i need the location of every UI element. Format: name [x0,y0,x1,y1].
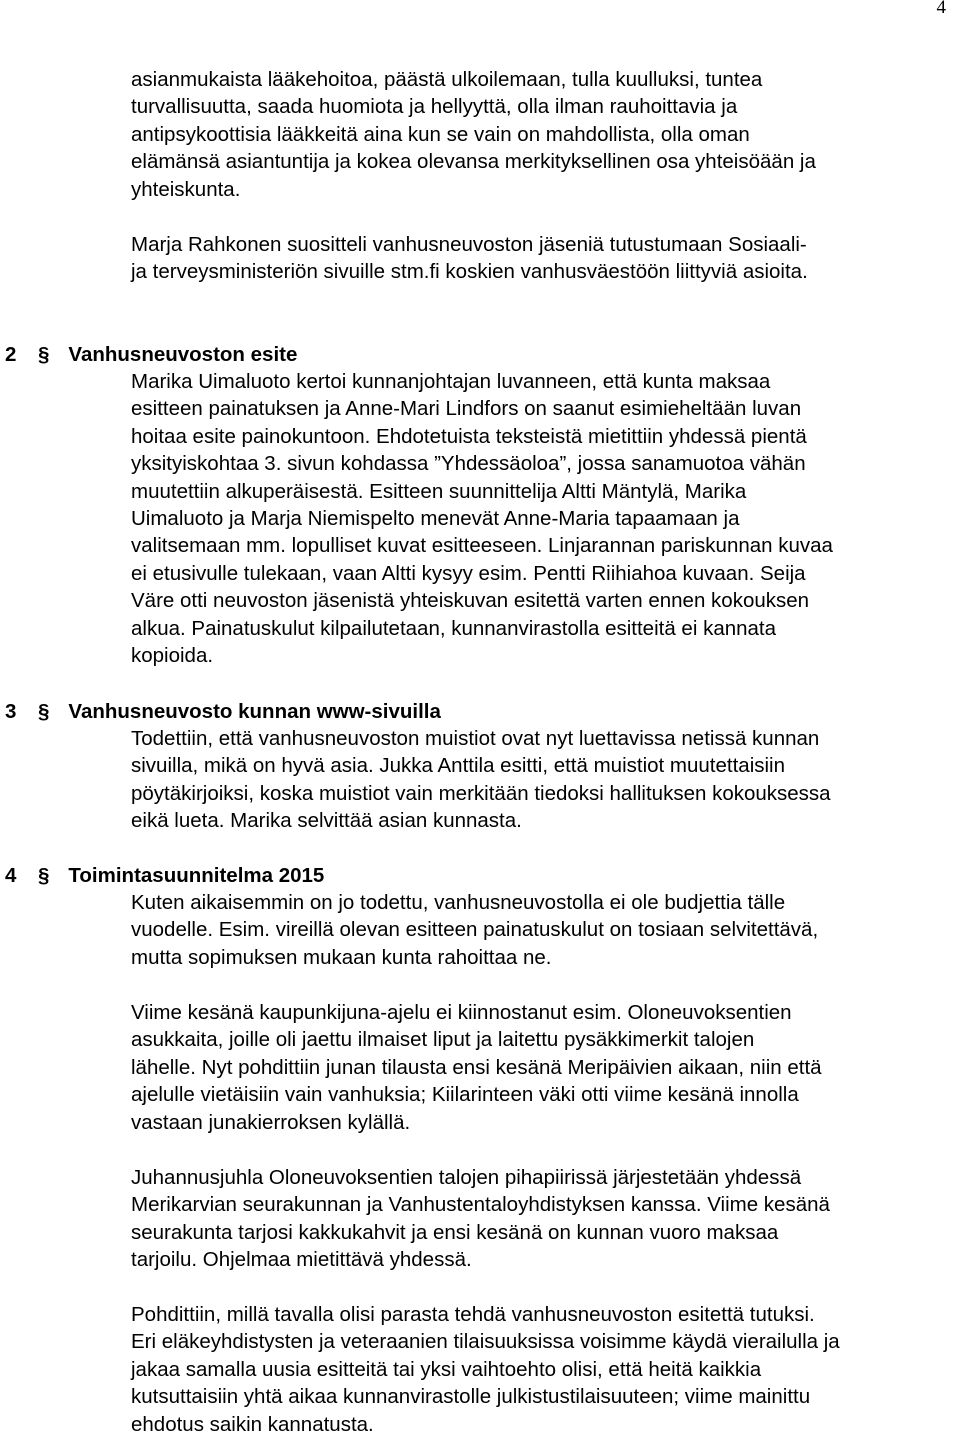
text-line: Viime kesänä kaupunkijuna-ajelu ei kiinnostanut esim. Oloneuvoksentien [131,1001,792,1024]
text-line: turvallisuutta, saada huomiota ja hellyyttä, olla ilman rauhoittavia ja [131,95,738,119]
text-line: seurakunta tarjosi kakkukahvit ja ensi kesänä on kunnan vuoro maksaa [131,1220,779,1244]
text-line: tarjoilu. Ohjelmaa mietittävä yhdessä. [131,1248,472,1272]
section-title: Toimintasuunnitelma 2015 [68,864,325,887]
section-3-paragraph [131,725,951,835]
text-line: yhteiskunta. [131,177,241,201]
section-heading-3 [5,698,945,725]
text-line: Todettiin, että vanhusneuvoston muistiot ovat nyt luettavissa netissä kunnan [131,727,820,750]
section-title: Vanhusneuvoston esite [68,343,298,366]
section-symbol: § [38,700,50,723]
intro-paragraph-2 [131,231,951,286]
text-line: Uimaluoto ja Marja Niemispelto menevät Anne-Maria tapaamaan ja [131,507,740,531]
text-line: hoitaa esite painokuntoon. Ehdotetuista teksteistä mietittiin yhdessä pientä [131,424,807,448]
text-line: Väre otti neuvoston jäsenistä yhteiskuvan esitettä varten ennen kokouksen [131,589,810,613]
text-line: Merikarvian seurakunnan ja Vanhustentaloyhdistyksen kanssa. Viime kesänä [131,1193,830,1217]
text-line: sivuilla, mikä on hyvä asia. Jukka Anttila esitti, että muistiot muutettaisiin [131,754,786,778]
text-line: valitsemaan mm. lopulliset kuvat esitteeseen. Linjarannan pariskunnan kuvaa [131,534,833,558]
text-line: vuodelle. Esim. vireillä olevan esitteen painatuskulut on tosiaan selvitettävä, [131,918,819,942]
text-line: esitteen painatuksen ja Anne-Mari Lindfors on saanut esimieheltään luvan [131,397,802,421]
text-line: Marika Uimaluoto kertoi kunnanjohtajan luvanneen, että kunta maksaa [131,370,771,393]
section-number: 4 [5,864,17,887]
text-line: yksityiskohtaa 3. sivun kohdassa ”Yhdessäoloa”, jossa sanamuotoa vähän [131,452,806,476]
text-line: kutsuttaisiin yhtä aikaa kunnanvirastolle julkistustilaisuuteen; viime mainittu [131,1385,811,1409]
section-4-paragraph-4 [131,1301,951,1438]
text-line: asianmukaista lääkehoitoa, päästä ulkoilemaan, tulla kuulluksi, tuntea [131,68,763,91]
text-line: muutettiin alkuperäisestä. Esitteen suunnittelija Altti Mäntylä, Marika [131,479,747,503]
text-line: Pohdittiin, millä tavalla olisi parasta tehdä vanhusneuvoston esitettä tutuksi. [131,1303,815,1326]
text-line: lähelle. Nyt pohdittiin junan tilausta ensi kesänä Meripäivien aikaan, niin että [131,1055,822,1079]
text-line: ja terveysministeriön sivuille stm.fi koskien vanhusväestöön liittyviä asioita. [131,260,808,284]
text-line: ehdotus saikin kannatusta. [131,1412,374,1436]
text-line: kopioida. [131,644,214,668]
text-line: ajelulle vietäisiin vain vanhuksia; Kiilarinteen väki otti viime kesänä innolla [131,1083,799,1107]
text-line: alkua. Painatuskulut kilpailutetaan, kunnanvirastolla esitteitä ei kannata [131,616,777,640]
text-line: eikä lueta. Marika selvittää asian kunnasta. [131,809,522,833]
section-symbol: § [38,864,50,887]
intro-paragraph-1 [131,66,951,203]
text-line: Marja Rahkonen suositteli vanhusneuvoston jäseniä tutustumaan Sosiaali- [131,233,807,256]
section-heading-4 [5,862,945,889]
section-4-paragraph-2 [131,999,951,1136]
text-line: ei etusivulle tulekaan, vaan Altti kysyy esim. Pentti Riihiahoa kuvaan. Seija [131,561,806,585]
section-4-paragraph-3 [131,1164,951,1274]
section-title: Vanhusneuvosto kunnan www-sivuilla [68,700,441,723]
section-2-paragraph [131,368,951,669]
text-line: Eri eläkeyhdistysten ja veteraanien tilaisuuksissa voisimme käydä vierailulla ja [131,1330,840,1354]
section-4-paragraph-1 [131,889,951,971]
section-number: 3 [5,700,17,723]
text-line: asukkaita, joille oli jaettu ilmaiset liput ja laitettu pysäkkimerkit talojen [131,1028,755,1052]
section-number: 2 [5,343,17,366]
page-number: 4 [936,0,946,18]
text-line: mutta sopimuksen mukaan kunta rahoittaa ne. [131,945,552,969]
text-line: jakaa samalla uusia esitteitä tai yksi vaihtoehto olisi, että heitä kaikkia [131,1357,762,1381]
text-line: antipsykoottisia lääkkeitä aina kun se vain on mahdollista, olla oman [131,122,750,146]
text-line: Juhannusjuhla Oloneuvoksentien talojen pihapiirissä järjestetään yhdessä [131,1166,802,1189]
section-heading-2 [5,341,945,368]
text-line: Kuten aikaisemmin on jo todettu, vanhusneuvostolla ei ole budjettia tälle [131,891,786,914]
text-line: elämänsä asiantuntija ja kokea olevansa merkityksellinen osa yhteisöään ja [131,150,816,174]
text-line: vastaan junakierroksen kylällä. [131,1110,411,1134]
text-line: pöytäkirjoiksi, koska muistiot vain merkitään tiedoksi hallituksen kokouksessa [131,781,831,805]
section-symbol: § [38,343,50,366]
